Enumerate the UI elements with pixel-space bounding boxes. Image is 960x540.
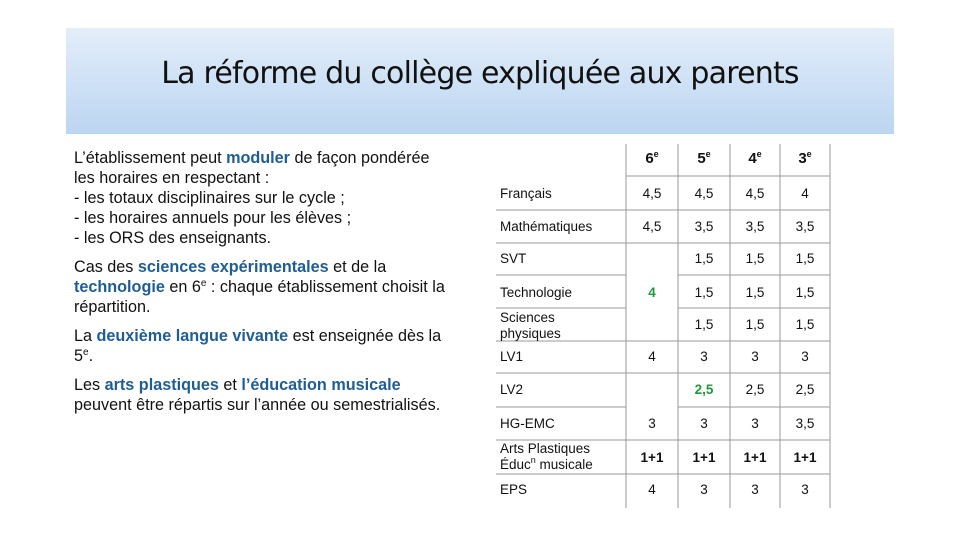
- row-label-arts-musique: Arts Plastiques Éduc$^n$ musicale: [500, 441, 593, 472]
- table-cell: 3: [801, 349, 809, 364]
- row-label-svt: SVT: [500, 251, 527, 266]
- table-cell: 3: [700, 482, 708, 497]
- page-title: La réforme du collège expliquée aux parents: [161, 56, 799, 91]
- table-cell: 1+1: [793, 450, 817, 465]
- table-cell-merged-sciences: 4: [648, 285, 656, 300]
- row-label-maths: Mathématiques: [500, 219, 593, 234]
- keyword-technologie: technologie: [74, 278, 165, 296]
- keyword-musique: l’éducation musicale: [241, 376, 401, 394]
- table-cell: 4: [648, 482, 656, 497]
- table-cell: 3: [751, 482, 759, 497]
- table-cell: 1,5: [694, 285, 714, 300]
- bullet-horaires: - les horaires annuels pour les élèves ;: [74, 209, 352, 227]
- keyword-lv2: deuxième langue vivante: [96, 327, 289, 345]
- row-label-francais: Français: [500, 186, 552, 201]
- table-cell: 3,5: [745, 219, 765, 234]
- table-cell-lv2-5e: 2,5: [694, 382, 714, 397]
- table-cell: 4,5: [642, 186, 662, 201]
- row-label-sciences-physiques: Sciences physiques: [500, 310, 561, 341]
- keyword-arts: arts plastiques: [104, 376, 219, 394]
- header-6e: 6e: [645, 149, 659, 167]
- row-label-eps: EPS: [500, 482, 528, 497]
- header-5e: 5e: [697, 149, 711, 167]
- table-cell: 3: [648, 416, 656, 431]
- paragraph-lv2: La deuxième langue vivante est enseignée dès la 5e.: [74, 327, 442, 365]
- table-cell: 1,5: [745, 317, 765, 332]
- table-cell: 4: [648, 349, 656, 364]
- row-label-lv2: LV2: [500, 382, 524, 397]
- table-cell: 3,5: [795, 219, 815, 234]
- table-cell: 3: [751, 349, 759, 364]
- table-cell: 1,5: [745, 285, 765, 300]
- table-cell: 4,5: [694, 186, 714, 201]
- table-cell: 2,5: [745, 382, 765, 397]
- header-3e: 3e: [798, 149, 812, 167]
- table-cell: 3,5: [795, 416, 815, 431]
- table-cell: 3: [801, 482, 809, 497]
- table-cell: 1,5: [795, 251, 815, 266]
- table-cell: 1,5: [795, 317, 815, 332]
- bullet-ors: - les ORS des enseignants.: [74, 229, 272, 247]
- keyword-moduler: moduler: [226, 149, 290, 167]
- table-cell: 4: [801, 186, 809, 201]
- row-label-lv1: LV1: [500, 349, 524, 364]
- table-cell: 1,5: [694, 251, 714, 266]
- table-cell: 3: [751, 416, 759, 431]
- table-cell: 1+1: [743, 450, 767, 465]
- row-label-technologie: Technologie: [500, 285, 573, 300]
- paragraph-moduler: L’établissement peut moduler de façon pondérée les horaires en respectant : - les totaux disciplinaires sur le cycle ; - les horaires annuels pour les élèves ; - les ORS des enseignants.: [74, 149, 430, 247]
- table-cell: 3: [700, 416, 708, 431]
- header-4e: 4e: [748, 149, 762, 167]
- table-cell: 4,5: [642, 219, 662, 234]
- paragraph-arts: Les arts plastiques et l’éducation musicale peuvent être répartis sur l’année ou semestrialisés.: [74, 376, 441, 414]
- table-cell: 1,5: [745, 251, 765, 266]
- keyword-sciences: sciences expérimentales: [137, 258, 329, 276]
- row-label-hg-emc: HG-EMC: [500, 416, 555, 431]
- table-cell: 2,5: [795, 382, 815, 397]
- table-cell: 3: [700, 349, 708, 364]
- table-cell: 3,5: [694, 219, 714, 234]
- bullet-totaux: - les totaux disciplinaires sur le cycle ;: [74, 189, 345, 207]
- paragraph-sciences: Cas des sciences expérimentales et de la technologie en 6e : chaque établissement choisit la répartition.: [74, 258, 445, 316]
- table-cell: 1+1: [692, 450, 716, 465]
- table-cell: 4,5: [745, 186, 765, 201]
- table-cell: 1+1: [640, 450, 664, 465]
- table-cell: 1,5: [795, 285, 815, 300]
- table-cell: 1,5: [694, 317, 714, 332]
